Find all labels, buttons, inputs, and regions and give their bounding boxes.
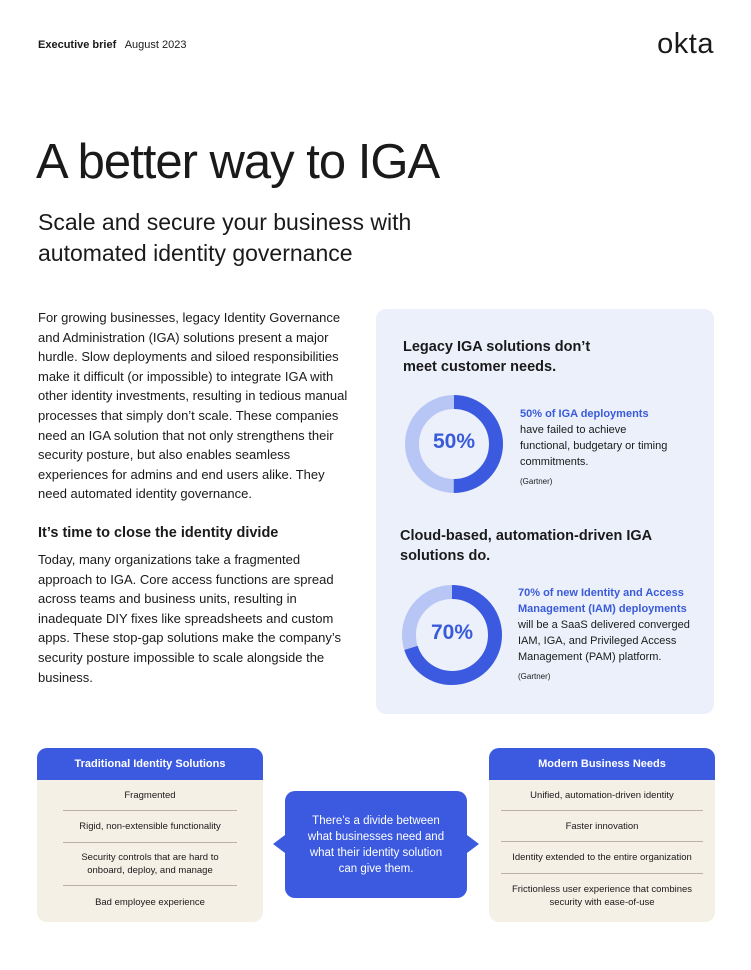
stat-highlight: 50% of IGA deployments bbox=[520, 408, 649, 420]
stat-description: have failed to achieve functional, budgetary or timing commitments. bbox=[520, 424, 668, 468]
list-item: Rigid, non-extensible functionality bbox=[63, 811, 237, 843]
page-subtitle: Scale and secure your business with automated identity governance bbox=[38, 209, 412, 266]
doc-type-label: Executive brief bbox=[38, 39, 117, 51]
panel-heading-cloud: Cloud-based, automation-driven IGA solutions do. bbox=[400, 528, 652, 564]
panel-heading-legacy: Legacy IGA solutions don’t meet customer needs. bbox=[403, 339, 591, 375]
document-meta bbox=[38, 39, 187, 51]
donut-label-50: 50% bbox=[432, 430, 476, 453]
arrow-right-icon bbox=[467, 835, 479, 853]
traditional-solutions-card bbox=[37, 748, 263, 922]
list-item: Bad employee experience bbox=[95, 896, 205, 908]
list-item: Faster innovation bbox=[501, 811, 703, 842]
stat-highlight: 70% of new Identity and Access Management (IAM) deployments bbox=[518, 587, 687, 615]
stats-panel bbox=[376, 309, 714, 714]
card-list bbox=[489, 780, 715, 918]
doc-date: August 2023 bbox=[124, 39, 187, 51]
divide-callout: There’s a divide between what businesses need and what their identity solution can give them. bbox=[285, 791, 467, 898]
list-item: Security controls that are hard to onboard, deploy, and manage bbox=[63, 843, 237, 886]
stat-text-cloud bbox=[518, 585, 698, 685]
stat-source: (Gartner) bbox=[520, 477, 553, 486]
section-heading: It’s time to close the identity divide bbox=[38, 525, 279, 541]
modern-needs-card bbox=[489, 748, 715, 922]
stat-source: (Gartner) bbox=[518, 672, 551, 681]
card-title: Modern Business Needs bbox=[489, 748, 715, 780]
list-item: Frictionless user experience that combines security with ease-of-use bbox=[511, 884, 693, 908]
list-item: Unified, automation-driven identity bbox=[501, 780, 703, 811]
donut-label-70: 70% bbox=[430, 621, 474, 644]
card-title: Traditional Identity Solutions bbox=[37, 748, 263, 780]
card-list bbox=[37, 780, 263, 918]
page-title: A better way to IGA bbox=[36, 135, 440, 189]
list-item: Fragmented bbox=[63, 780, 237, 811]
arrow-left-icon bbox=[273, 835, 285, 853]
stat-description: will be a SaaS delivered converged IAM, IGA, and Privileged Access Management (PAM) platform. bbox=[518, 619, 690, 663]
okta-logo: okta bbox=[657, 28, 714, 60]
section-body: Today, many organizations take a fragmented approach to IGA. Core access functions are spread across teams and business units, resulting in inadequate DIY fixes like spreadsheets and custom apps. These stop-gap solutions make the company’s security posture impossible to scale alongside the business. bbox=[38, 552, 342, 685]
stat-text-legacy bbox=[520, 406, 670, 490]
list-item: Identity extended to the entire organization bbox=[501, 842, 703, 874]
intro-paragraph: For growing businesses, legacy Identity Governance and Administration (IGA) solutions present a major hurdle. Slow deployments and siloed responsibilities make it difficult (or impossible) to integrate IGA with other identity investments, resulting in tedious manual processes that simply don’t scale. These companies need an IGA solution that not only strengthens their security posture, but also enables seamless experiences for admins and end users alike. They need automated identity governance. bbox=[38, 310, 348, 502]
